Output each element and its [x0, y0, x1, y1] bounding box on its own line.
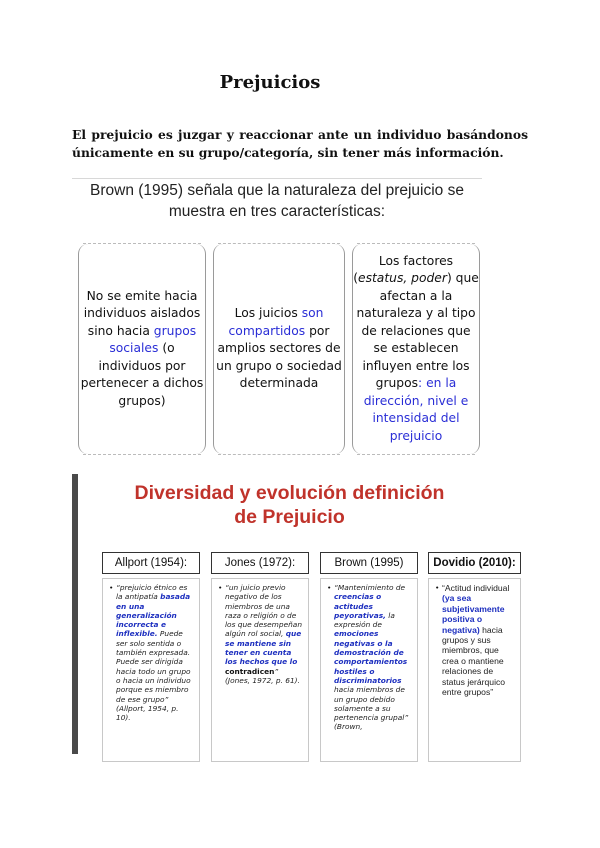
allport-header: Allport (1954):: [102, 552, 200, 574]
characteristic-card-1: [78, 244, 206, 454]
allport-text-b: basada en una generalización incorrecta e inflexible.: [116, 592, 191, 639]
card3-text: Los factores (: [353, 253, 454, 286]
definition-column-dovidio: [428, 552, 521, 762]
definition-column-jones: [211, 552, 309, 762]
dovidio-text-a: “Actitud individual: [442, 583, 510, 593]
card1-text: No se emite hacia individuos aislados sino hacia: [83, 288, 201, 338]
intro-paragraph: El prejuicio es juzgar y reaccionar ante un individuo basándonos únicamente en su grupo/categoría, sin tener más información.: [72, 127, 528, 160]
bullet-icon: •: [109, 583, 114, 592]
dovidio-text-c: hacia grupos y sus miembros, que crea o mantiene relaciones de status jerárquico entre grupos”: [442, 624, 506, 698]
divider: [72, 178, 482, 179]
slide1-heading-line2: muestra en tres características:: [168, 203, 386, 220]
brown-text-b: creencias o actitudes peyorativas,: [334, 592, 386, 620]
slide-brown-characteristics: [72, 178, 482, 460]
brown-text-c: la expresión de: [334, 610, 395, 630]
bullet-icon: •: [218, 583, 223, 592]
characteristic-card-2: [213, 244, 345, 454]
dovidio-definition: [428, 578, 521, 762]
slide2-heading-line2: de Prejuicio: [234, 506, 345, 528]
page-title: Prejuicios: [219, 72, 321, 93]
brown-text-e: hacia miembros de un grupo debido solamente a su pertenencia grupal” (Brown,: [334, 685, 409, 732]
card2-highlight: son compartidos: [228, 306, 324, 338]
jones-text-d: ” (Jones, 1972, p. 61).: [225, 666, 300, 685]
slide-prejudice-definitions: [72, 472, 516, 760]
definition-column-allport: [102, 552, 200, 762]
jones-text-b: que se mantiene sin tener en cuenta los hechos que lo: [225, 629, 302, 667]
jones-header: Jones (1972):: [211, 552, 309, 574]
slide1-heading-line1: Brown (1995) señala que la naturaleza del prejuicio se: [90, 182, 464, 199]
bullet-icon: •: [435, 583, 440, 592]
dovidio-text-b: (ya sea subjetivamente positiva o negativa): [442, 593, 505, 635]
slide2-heading: [82, 481, 497, 529]
allport-definition: [102, 578, 200, 762]
card3-highlight: : en la dirección, nivel e intensidad del prejuicio: [363, 376, 469, 443]
dovidio-header: Dovidio (2010):: [428, 552, 521, 574]
slide2-heading-line1: Diversidad y evolución definición: [134, 482, 445, 504]
brown-definition: [320, 578, 418, 762]
jones-definition: [211, 578, 309, 762]
slide1-heading: [72, 180, 482, 222]
allport-text-c: Puede ser solo sentida o también expresada. Puede ser dirigida hacia todo un grupo o hacia un individuo porque es miembro de ese grupo” (Allport, 1954, p. 10).: [116, 629, 191, 723]
card1-highlight: grupos sociales: [109, 323, 197, 356]
jones-text-c: contradicen: [225, 666, 275, 676]
card1-text-end: (o individuos por pertenecer a dichos grupos): [80, 341, 204, 408]
bullet-icon: •: [327, 583, 332, 592]
slide2-side-bar: [72, 474, 78, 754]
characteristic-card-3: [352, 244, 480, 454]
card2-text: Los juicios: [234, 306, 302, 321]
jones-text-a: “un juicio previo negativo de los miembros de una raza o religión o de los que desempeñan algún rol social,: [225, 583, 303, 639]
brown-text-d: emociones negativas o la demostración de comportamientos hostiles o discriminatorios: [334, 629, 408, 685]
card3-italic: estatus, poder: [358, 271, 447, 286]
definition-column-brown: [320, 552, 418, 762]
brown-text-a: “Mantenimiento de: [334, 583, 406, 592]
allport-text-a: “prejuicio étnico es la antipatía: [116, 583, 188, 602]
card2-text-end: por amplios sectores de un grupo o sociedad determinada: [216, 323, 342, 391]
brown-header: Brown (1995): [320, 552, 418, 574]
card3-text-mid: ) que afectan a la naturaleza y al tipo de relaciones que se establecen influyen entre los grupos: [356, 271, 479, 391]
